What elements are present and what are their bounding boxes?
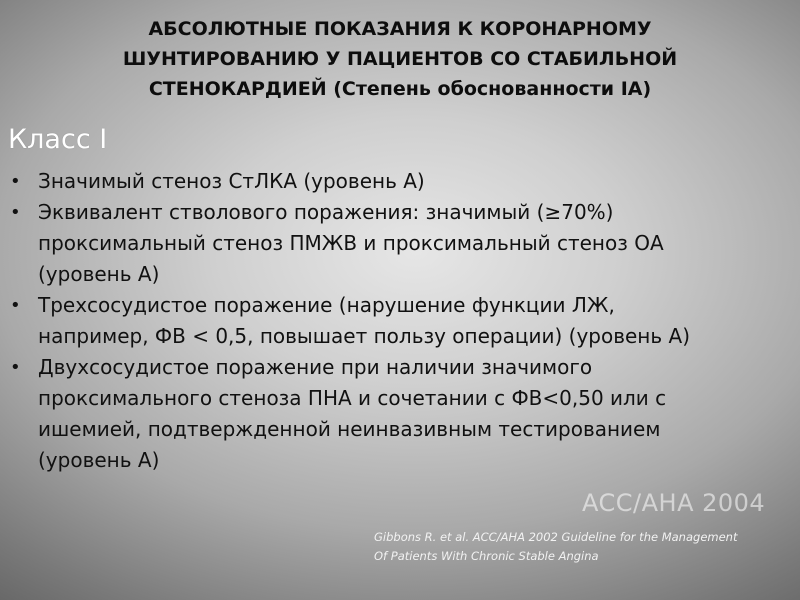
bullet-list — [8, 166, 788, 476]
bullet-item-4 — [8, 352, 788, 476]
bullet-3-line-2: например, ФВ < 0,5, повышает пользу операции) (уровень А) — [38, 324, 691, 348]
bullet-4-line-4: (уровень А) — [38, 448, 160, 472]
citation — [374, 528, 737, 566]
bullet-4-line-1: Двухсосудистое поражение при наличии значимого — [38, 355, 593, 379]
citation-line-2: Of Patients With Chronic Stable Angina — [374, 549, 599, 563]
title-line-2: ШУНТИРОВАНИЮ У ПАЦИЕНТОВ СО СТАБИЛЬНОЙ — [122, 48, 678, 70]
class-heading: Класс I — [8, 124, 108, 155]
bullet-3-line-1: Трехсосудистое поражение (нарушение функции ЛЖ, — [38, 293, 615, 317]
bullet-4-line-3: ишемией, подтвержденной неинвазивным тестированием — [38, 417, 661, 441]
bullet-2-line-2: проксимальный стеноз ПМЖВ и проксимальный стеноз ОА — [38, 231, 664, 255]
bullet-marker: • — [10, 171, 21, 192]
citation-line-1: Gibbons R. et al. ACC/AHA 2002 Guideline for the Management — [374, 530, 738, 544]
bullet-marker: • — [10, 357, 21, 378]
bullet-marker: • — [10, 295, 21, 316]
title-line-1: АБСОЛЮТНЫЕ ПОКАЗАНИЯ К КОРОНАРНОМУ — [148, 18, 652, 40]
guideline-watermark: ACC/AHA 2004 — [582, 489, 766, 517]
bullet-2-line-3: (уровень А) — [38, 262, 160, 286]
bullet-marker: • — [10, 202, 21, 223]
bullet-item-1 — [8, 166, 788, 197]
bullet-4-line-2: проксимального стеноза ПНА и сочетании с ФВ<0,50 или с — [38, 386, 667, 410]
bullet-item-2 — [8, 197, 788, 290]
slide-title — [60, 14, 740, 104]
title-line-3: СТЕНОКАРДИЕЙ (Степень обоснованности IA) — [148, 78, 652, 100]
bullet-1-line-1: Значимый стеноз СтЛКА (уровень А) — [38, 169, 425, 193]
bullet-2-line-1: Эквивалент стволового поражения: значимый (≥70%) — [38, 200, 614, 224]
bullet-item-3 — [8, 290, 788, 352]
